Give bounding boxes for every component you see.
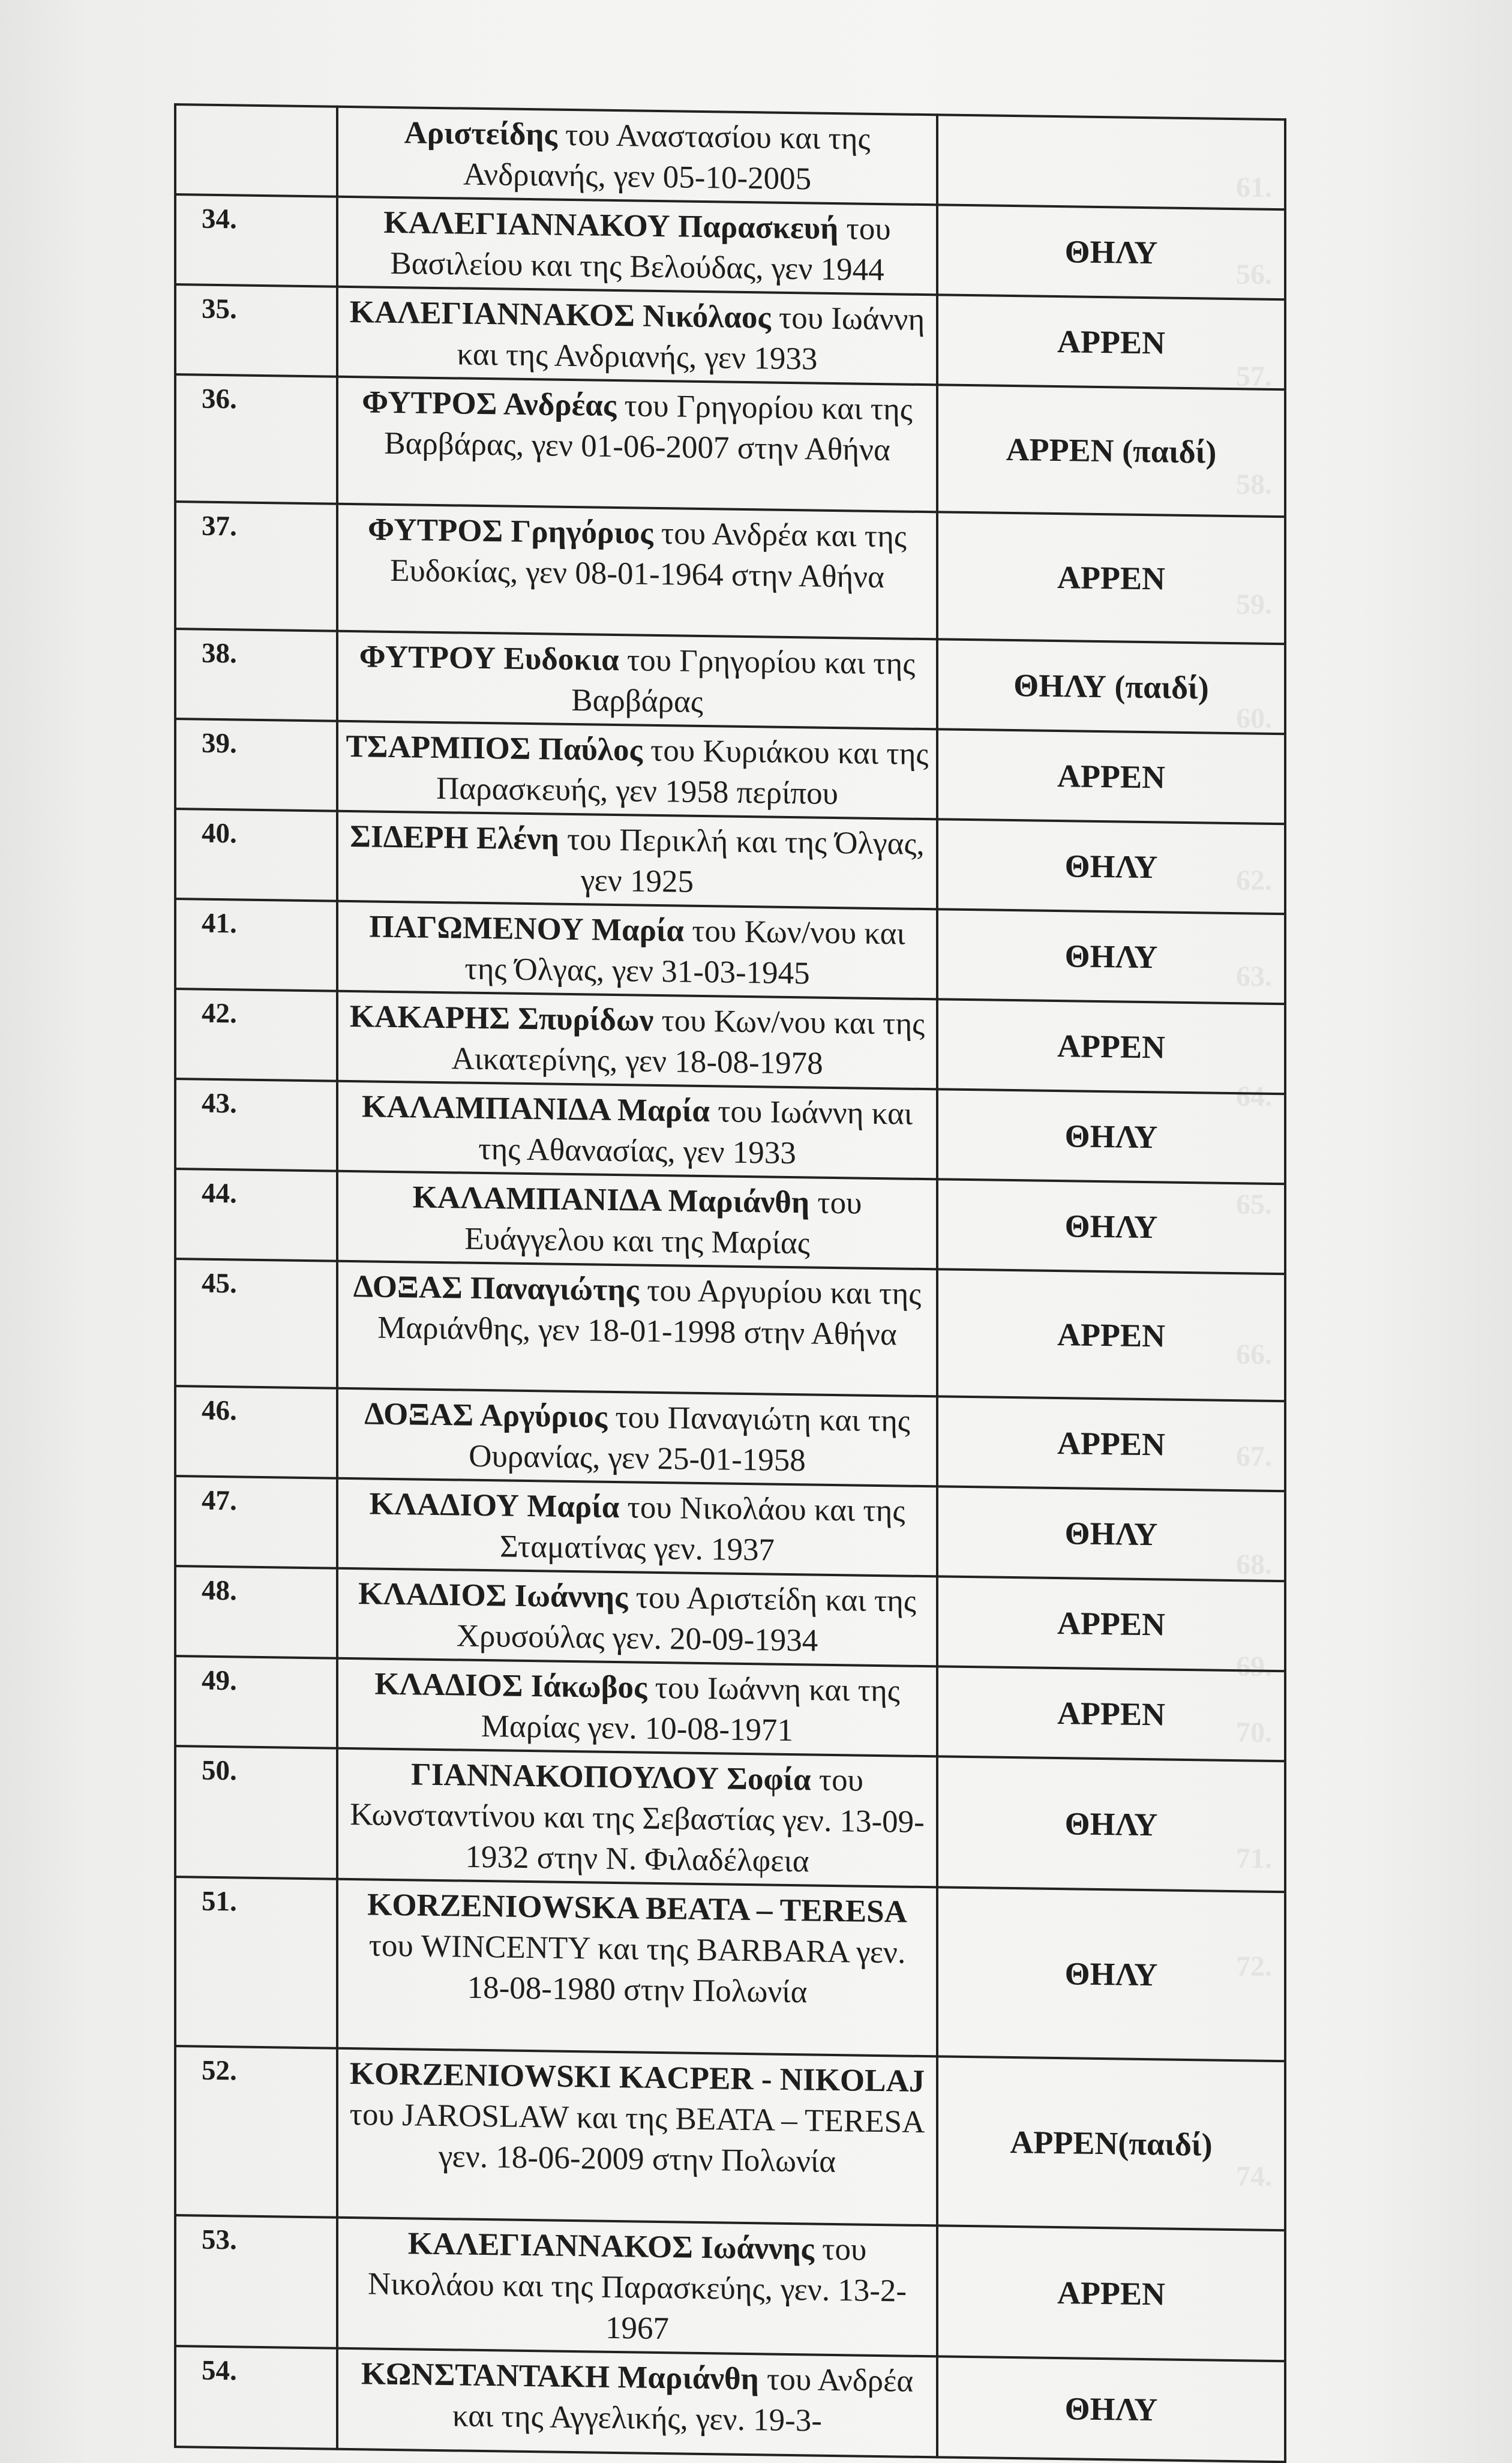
person-name: ΦΥΤΡΟΣ Γρηγόριος xyxy=(368,512,653,551)
table-row xyxy=(175,1476,1285,1581)
gender-cell: ΘΗΛΥ xyxy=(937,1486,1285,1581)
person-name: ΤΣΑΡΜΠΟΣ Παύλος xyxy=(346,728,643,768)
person-name: ΚΛΑΔΙΟΣ Ιωάννης xyxy=(358,1576,628,1615)
table-row xyxy=(175,2046,1285,2230)
person-description xyxy=(337,1081,937,1180)
row-number: 38. xyxy=(175,629,337,721)
person-details: του Γρηγορίου και της Βαρβάρας xyxy=(571,643,916,720)
person-description xyxy=(337,1171,937,1270)
person-details: του Ανδρέα και της Ευδοκίας, γεν 08-01-1964 στην Αθήνα xyxy=(390,515,907,595)
person-description xyxy=(337,2218,937,2357)
person-description xyxy=(337,991,937,1090)
person-description xyxy=(337,1478,937,1577)
table-row xyxy=(175,1746,1285,1892)
person-description xyxy=(337,1388,937,1487)
gender-cell: ΑΡΡΕΝ xyxy=(937,512,1285,644)
gender-cell: ΑΡΡΕΝ xyxy=(937,1269,1285,1401)
table-row xyxy=(175,104,1285,209)
person-description xyxy=(337,721,937,820)
person-description xyxy=(337,377,937,512)
person-name: ΔΟΞΑΣ Αργύριος xyxy=(364,1396,608,1435)
person-description xyxy=(337,107,937,205)
table-row xyxy=(175,719,1285,824)
person-name: ΔΟΞΑΣ Παναγιώτης xyxy=(353,1269,639,1308)
person-description xyxy=(337,1658,937,1757)
table-row xyxy=(175,502,1285,644)
gender-cell: ΘΗΛΥ xyxy=(937,205,1285,299)
gender-cell: ΑΡΡΕΝ (παιδί) xyxy=(937,385,1285,517)
gender-cell: ΑΡΡΕΝ(παιδί) xyxy=(937,2056,1285,2230)
gender-cell: ΑΡΡΕΝ xyxy=(937,1396,1285,1491)
table-row xyxy=(175,284,1285,389)
person-details: του Αναστασίου και της Ανδριανής, γεν 05-10-2005 xyxy=(463,117,871,197)
person-details: του Βασιλείου και της Βελούδας, γεν 1944 xyxy=(390,211,891,288)
person-description xyxy=(337,287,937,385)
person-details: του Αργυρίου και της Μαριάνθης, γεν 18-01-1998 στην Αθήνα xyxy=(377,1273,922,1352)
table-row xyxy=(175,1566,1285,1671)
table-row xyxy=(175,629,1285,734)
table-row xyxy=(175,1079,1285,1184)
person-description xyxy=(337,1568,937,1667)
table-row xyxy=(175,374,1285,517)
row-number: 44. xyxy=(175,1169,337,1261)
person-details: του Ιωάννη και της Ανδριανής, γεν 1933 xyxy=(457,300,925,377)
person-description xyxy=(337,504,937,640)
row-number: 45. xyxy=(175,1259,337,1388)
row-number xyxy=(175,104,337,197)
gender-cell: ΘΗΛΥ (παιδί) xyxy=(937,639,1285,734)
person-name: ΚΩΝΣΤΑΝΤΑΚΗ Μαριάνθη xyxy=(361,2356,759,2397)
person-name: ΚΑΛΕΓΙΑΝΝΑΚΟΣ Ιωάννης xyxy=(407,2226,814,2267)
person-name: ΚΑΛΑΜΠΑΝΙΔΑ Μαρία xyxy=(361,1089,710,1129)
row-number: 42. xyxy=(175,989,337,1081)
row-number: 41. xyxy=(175,899,337,991)
person-details: του Νικολάου και της Σταματίνας γεν. 1937 xyxy=(500,1490,905,1568)
row-number: 54. xyxy=(175,2346,337,2449)
row-number: 35. xyxy=(175,284,337,377)
person-name: ΚΑΛΕΓΙΑΝΝΑΚΟΣ Νικόλαος xyxy=(349,294,771,335)
person-description xyxy=(337,2048,937,2226)
table-row xyxy=(175,2215,1285,2361)
table-row xyxy=(175,1259,1285,1401)
person-description xyxy=(337,1879,937,2057)
gender-cell: ΑΡΡΕΝ xyxy=(937,729,1285,824)
person-name: ΚΛΑΔΙΟΣ Ιάκωβος xyxy=(374,1666,647,1705)
table-row xyxy=(175,1656,1285,1761)
person-name: ΦΥΤΡΟΣ Ανδρέας xyxy=(362,385,617,424)
person-description xyxy=(337,811,937,910)
gender-cell: ΘΗΛΥ xyxy=(937,1756,1285,1892)
person-details: του Κων/νου και της Αικατερίνης, γεν 18-08-1978 xyxy=(451,1003,925,1081)
row-number: 46. xyxy=(175,1386,337,1478)
person-details: του Ανδρέα και της Αγγελικής, γεν. 19-3- xyxy=(452,2362,914,2438)
gender-cell: ΑΡΡΕΝ xyxy=(937,1666,1285,1761)
row-number: 36. xyxy=(175,374,337,504)
person-details: του Νικολάου και της Παρασκεύης, γεν. 13-2-1967 xyxy=(367,2231,907,2347)
row-number: 53. xyxy=(175,2215,337,2348)
person-name: ΓΙΑΝΝΑΚΟΠΟΥΛΟΥ Σοφία xyxy=(411,1757,811,1798)
gender-cell: ΑΡΡΕΝ xyxy=(937,1576,1285,1671)
person-name: KORZENIOWSKI KACPER - NIKOLAJ xyxy=(349,2056,925,2099)
row-number: 43. xyxy=(175,1079,337,1171)
person-name: ΚΑΛΕΓΙΑΝΝΑΚΟΥ Παρασκευή xyxy=(383,205,839,247)
person-details: του Ιωάννη και της Μαρίας γεν. 10-08-1971 xyxy=(481,1670,900,1748)
row-number: 50. xyxy=(175,1746,337,1879)
person-description xyxy=(337,1261,937,1397)
person-details: του Ιωάννη και της Αθανασίας, γεν 1933 xyxy=(478,1094,913,1171)
table-row xyxy=(175,1877,1285,2061)
person-description xyxy=(337,901,937,1000)
person-details: του Κυριάκου και της Παρασκευής, γεν 1958 περίπου xyxy=(436,733,929,812)
row-number: 48. xyxy=(175,1566,337,1658)
gender-cell: ΘΗΛΥ xyxy=(937,1179,1285,1274)
person-description xyxy=(337,1748,937,1888)
person-details: του Αριστείδη και της Χρυσούλας γεν. 20-09-1934 xyxy=(456,1580,916,1658)
row-number: 47. xyxy=(175,1476,337,1568)
gender-cell: ΑΡΡΕΝ xyxy=(937,295,1285,389)
person-details: του Κωνσταντίνου και της Σεβαστίας γεν. 13-09-1932 στην Ν. Φιλαδέλφεια xyxy=(350,1762,925,1879)
person-details: του Γρηγορίου και της Βαρβάρας, γεν 01-06-2007 στην Αθήνα xyxy=(384,388,913,468)
table-row xyxy=(175,899,1285,1004)
gender-cell: ΑΡΡΕΝ xyxy=(937,2225,1285,2361)
table-row xyxy=(175,1386,1285,1491)
person-description xyxy=(337,197,937,295)
person-description xyxy=(337,2348,937,2458)
person-name: Αριστείδης xyxy=(404,115,557,152)
person-details: του Κων/νου και της Όλγας, γεν 31-03-1945 xyxy=(464,913,905,991)
row-number: 51. xyxy=(175,1877,337,2048)
persons-table xyxy=(174,103,1286,2463)
gender-cell: ΘΗΛΥ xyxy=(937,1887,1285,2061)
row-number: 37. xyxy=(175,502,337,631)
person-details: του Ευάγγελου και της Μαρίας xyxy=(464,1185,862,1261)
person-name: ΚΑΛΑΜΠΑΝΙΔΑ Μαριάνθη xyxy=(412,1180,810,1220)
gender-cell xyxy=(937,115,1285,209)
table-row xyxy=(175,989,1285,1094)
table-row xyxy=(175,194,1285,299)
row-number: 34. xyxy=(175,194,337,287)
person-name: ΚΛΑΔΙΟΥ Μαρία xyxy=(369,1486,620,1525)
gender-cell: ΘΗΛΥ xyxy=(937,909,1285,1004)
person-name: ΣΙΔΕΡΗ Ελένη xyxy=(350,818,559,857)
gender-cell: ΘΗΛΥ xyxy=(937,2356,1285,2462)
row-number: 52. xyxy=(175,2046,337,2218)
gender-cell: ΑΡΡΕΝ xyxy=(937,999,1285,1094)
row-number: 39. xyxy=(175,719,337,811)
person-details: του Παναγιώτη και της Ουρανίας, γεν 25-01-1958 xyxy=(469,1399,910,1478)
table-row xyxy=(175,1169,1285,1274)
person-details: του WINCENTY και της BARBARA γεν. 18-08-1980 στην Πολωνία xyxy=(368,1928,906,2010)
person-name: ΚΑΚΑΡΗΣ Σπυρίδων xyxy=(349,998,654,1038)
table-row xyxy=(175,2346,1285,2462)
row-number: 40. xyxy=(175,809,337,901)
gender-cell: ΘΗΛΥ xyxy=(937,1089,1285,1184)
person-details: του JAROSLAW και της BEATA – TERESA γεν. 18-06-2009 στην Πολωνία xyxy=(349,2096,925,2180)
person-name: KORZENIOWSKA BEATA – TERESA xyxy=(367,1887,907,1930)
row-number: 49. xyxy=(175,1656,337,1748)
table-row xyxy=(175,809,1285,914)
person-details: του Περικλή και της Όλγας, γεν 1925 xyxy=(559,821,925,899)
person-name: ΠΑΓΩΜΕΝΟΥ Μαρία xyxy=(369,909,684,949)
person-description xyxy=(337,631,937,730)
person-name: ΦΥΤΡΟΥ Ευδοκια xyxy=(359,639,619,678)
gender-cell: ΘΗΛΥ xyxy=(937,819,1285,914)
